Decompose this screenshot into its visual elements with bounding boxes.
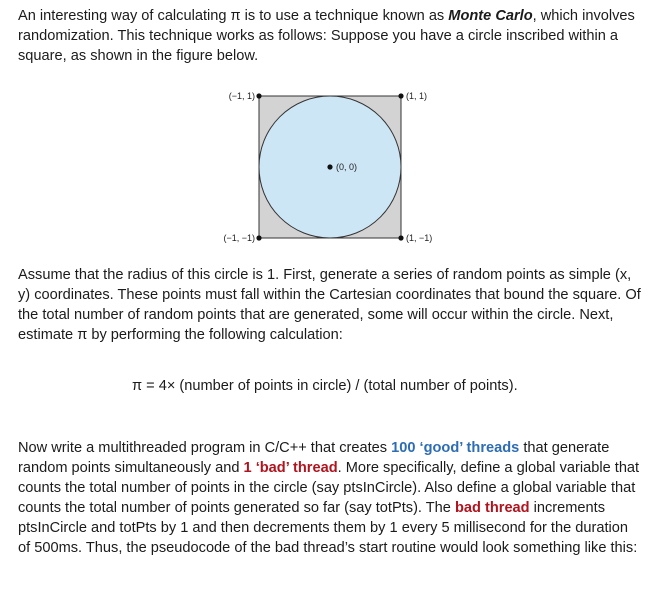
label-bottom-right: (1, −1)	[406, 233, 433, 243]
pi-formula: π = 4× (number of points in circle) / (total number of points).	[132, 378, 518, 394]
label-top-right: (1, 1)	[406, 91, 428, 101]
task-text-3: . More specifically, define a global variable that counts the total number of points in the circle (say ptsInCircle). Also define a global variable that counts the total number of points generated so far (say totPts). The	[18, 460, 640, 516]
point-bottom-left	[256, 235, 261, 240]
bad-thread-highlight-2: bad thread	[454, 500, 530, 516]
monte-carlo-figure	[200, 84, 460, 254]
task-text-4: increments ptsInCircle and totPts by 1 and then decrements them by 1 every 5 millisecond for the duration of 500ms. Thus, the pseudocode of the bad thread’s start routine would look something like this:	[18, 500, 638, 556]
intro-text-1: An interesting way of calculating π is to use a technique known as	[18, 8, 449, 24]
method-name: Monte Carlo	[448, 8, 533, 24]
point-center	[327, 164, 332, 169]
assume-paragraph: Assume that the radius of this circle is 1. First, generate a series of random points as simple (x, y) coordinates. These points must fall within the Cartesian coordinates that bound the square. Of the total number of random points that are generated, some will occur within the circle. Next, estimate π by performing the following calculation:	[18, 267, 641, 343]
label-center: (0, 0)	[336, 162, 358, 172]
task-text-2: that generate random points simultaneously and	[18, 440, 610, 476]
bad-thread-highlight: 1 ‘bad’ thread	[243, 460, 338, 476]
point-bottom-right	[398, 235, 403, 240]
good-threads-highlight: 100 ‘good’ threads	[391, 440, 520, 456]
intro-paragraph	[18, 6, 643, 66]
label-top-left: (−1, 1)	[228, 91, 255, 101]
point-top-right	[398, 93, 403, 98]
task-paragraph	[18, 438, 643, 558]
intro-text-2: , which involves randomization. This technique works as follows: Suppose you have a circle inscribed within a square, as shown in the figure below.	[18, 8, 635, 64]
point-top-left	[256, 93, 261, 98]
task-text-1: Now write a multithreaded program in C/C++ that creates	[18, 440, 392, 456]
label-bottom-left: (−1, −1)	[223, 233, 255, 243]
